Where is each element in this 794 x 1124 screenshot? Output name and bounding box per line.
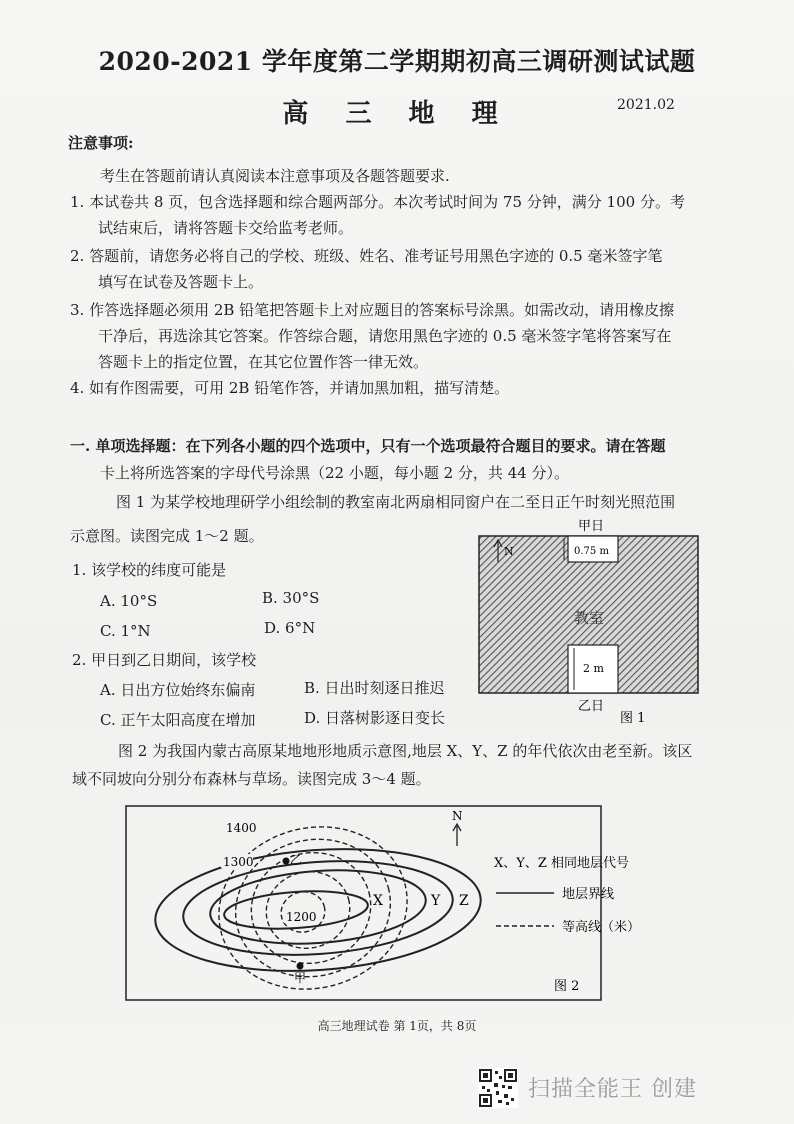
- stratum-boundary-z: [151, 839, 485, 981]
- notice-item: 试结束后，请将答题卡交给监考老师。: [98, 219, 354, 237]
- q2-option-c: C. 正午太阳高度在增加: [100, 711, 256, 729]
- fig1-north-label: N: [504, 545, 514, 558]
- contour-label-1400: 1400: [226, 821, 257, 835]
- point-yi-label: 乙: [290, 853, 303, 867]
- layer-z-label: Z: [459, 893, 469, 909]
- fig2-north-label: N: [452, 809, 463, 823]
- notice-heading: 注意事项:: [68, 134, 134, 152]
- notice-intro: 考生在答题前请认真阅读本注意事项及各题答题要求.: [100, 167, 450, 185]
- fig1-bottom-label: 乙日: [578, 699, 605, 714]
- notice-item: 2. 答题前，请您务必将自己的学校、班级、姓名、准考证号用黑色字迹的 0.5 毫米签字笔: [70, 247, 663, 265]
- top-measure-label: 0.75 m: [574, 546, 609, 557]
- page-title: 2020-2021 学年度第二学期期初高三调研测试试题: [98, 47, 696, 76]
- subject-title: 高 三 地 理: [282, 99, 512, 129]
- figure-1: [470, 512, 710, 734]
- section-heading: 一. 单项选择题：在下列各小题的四个选项中，只有一个选项最符合题目的要求。请在答题: [70, 437, 666, 455]
- contour-line-1400: [201, 806, 426, 1010]
- legend-contour: 等高线（米）: [562, 920, 641, 935]
- layer-y-label: Y: [431, 893, 441, 909]
- layer-x-label: X: [373, 893, 383, 909]
- q1-option-d: D. 6°N: [264, 619, 316, 637]
- q1-stem: 1. 该学校的纬度可能是: [72, 561, 227, 579]
- fig2-intro: 图 2 为我国内蒙古高原某地地形地质示意图,地层 X、Y、Z 的年代依次由老至新。该区: [118, 742, 693, 760]
- classroom-label: 教室: [574, 609, 605, 627]
- q2-option-b: B. 日出时刻逐日推迟: [304, 679, 445, 697]
- notice-item: 3. 作答选择题必须用 2B 铅笔把答题卡上对应题目的答案标号涂黑。如需改动，请用橡皮擦: [70, 301, 675, 319]
- figure-2: [118, 800, 678, 1010]
- point-yi-marker: [283, 858, 290, 865]
- legend-layers: X、Y、Z 相同地层代号: [494, 856, 630, 871]
- fig2-intro-cont: 域不同坡向分别分布森林与草场。读图完成 3～4 题。: [72, 770, 431, 788]
- q2-option-d: D. 日落树影逐日变长: [304, 709, 446, 727]
- fig1-intro: 图 1 为某学校地理研学小组绘制的教室南北两扇相同窗户在二至日正午时刻光照范围: [116, 493, 676, 511]
- qr-code-icon: [478, 1068, 518, 1108]
- legend-boundary: 地层界线: [562, 887, 615, 902]
- bottom-measure-label: 2 m: [583, 662, 604, 675]
- fig1-caption: 图 1: [620, 711, 646, 726]
- stratum-boundary-y: [180, 853, 456, 964]
- exam-date: 2021.02: [617, 97, 675, 113]
- q1-option-b: B. 30°S: [262, 589, 320, 607]
- point-jia-label: 甲: [294, 971, 307, 985]
- notice-item: 1. 本试卷共 8 页，包含选择题和综合题两部分。本次考试时间为 75 分钟，满分 100 分。考: [70, 193, 685, 211]
- fig1-intro-cont: 示意图。读图完成 1～2 题。: [70, 527, 264, 545]
- scanner-watermark: 扫描全能王 创建: [528, 1077, 697, 1102]
- notice-item: 干净后，再选涂其它答案。作答综合题，请您用黑色字迹的 0.5 毫米签字笔将答案写在: [98, 327, 672, 345]
- page-footer: 高三地理试卷 第 1页，共 8页: [317, 1019, 477, 1033]
- contour-label-1200: 1200: [286, 910, 317, 924]
- map-frame: [126, 806, 601, 1000]
- section-heading-cont: 卡上将所选答案的字母代号涂黑（22 小题，每小题 2 分，共 44 分）。: [100, 464, 570, 482]
- q1-option-c: C. 1°N: [100, 622, 151, 640]
- notice-item: 答题卡上的指定位置，在其它位置作答一律无效。: [98, 353, 429, 371]
- q1-option-a: A. 10°S: [100, 592, 158, 610]
- q2-option-a: A. 日出方位始终东偏南: [100, 681, 256, 699]
- q2-stem: 2. 甲日到乙日期间，该学校: [72, 651, 257, 669]
- contour-line-1300: [239, 839, 383, 976]
- fig2-caption: 图 2: [554, 979, 580, 994]
- notice-item: 填写在试卷及答题卡上。: [98, 273, 264, 291]
- point-jia-marker: [297, 963, 304, 970]
- contour-label-1300: 1300: [223, 855, 254, 869]
- notice-item: 4. 如有作图需要，可用 2B 铅笔作答，并请加黑加粗，描写清楚。: [70, 379, 510, 397]
- fig1-top-label: 甲日: [578, 519, 605, 534]
